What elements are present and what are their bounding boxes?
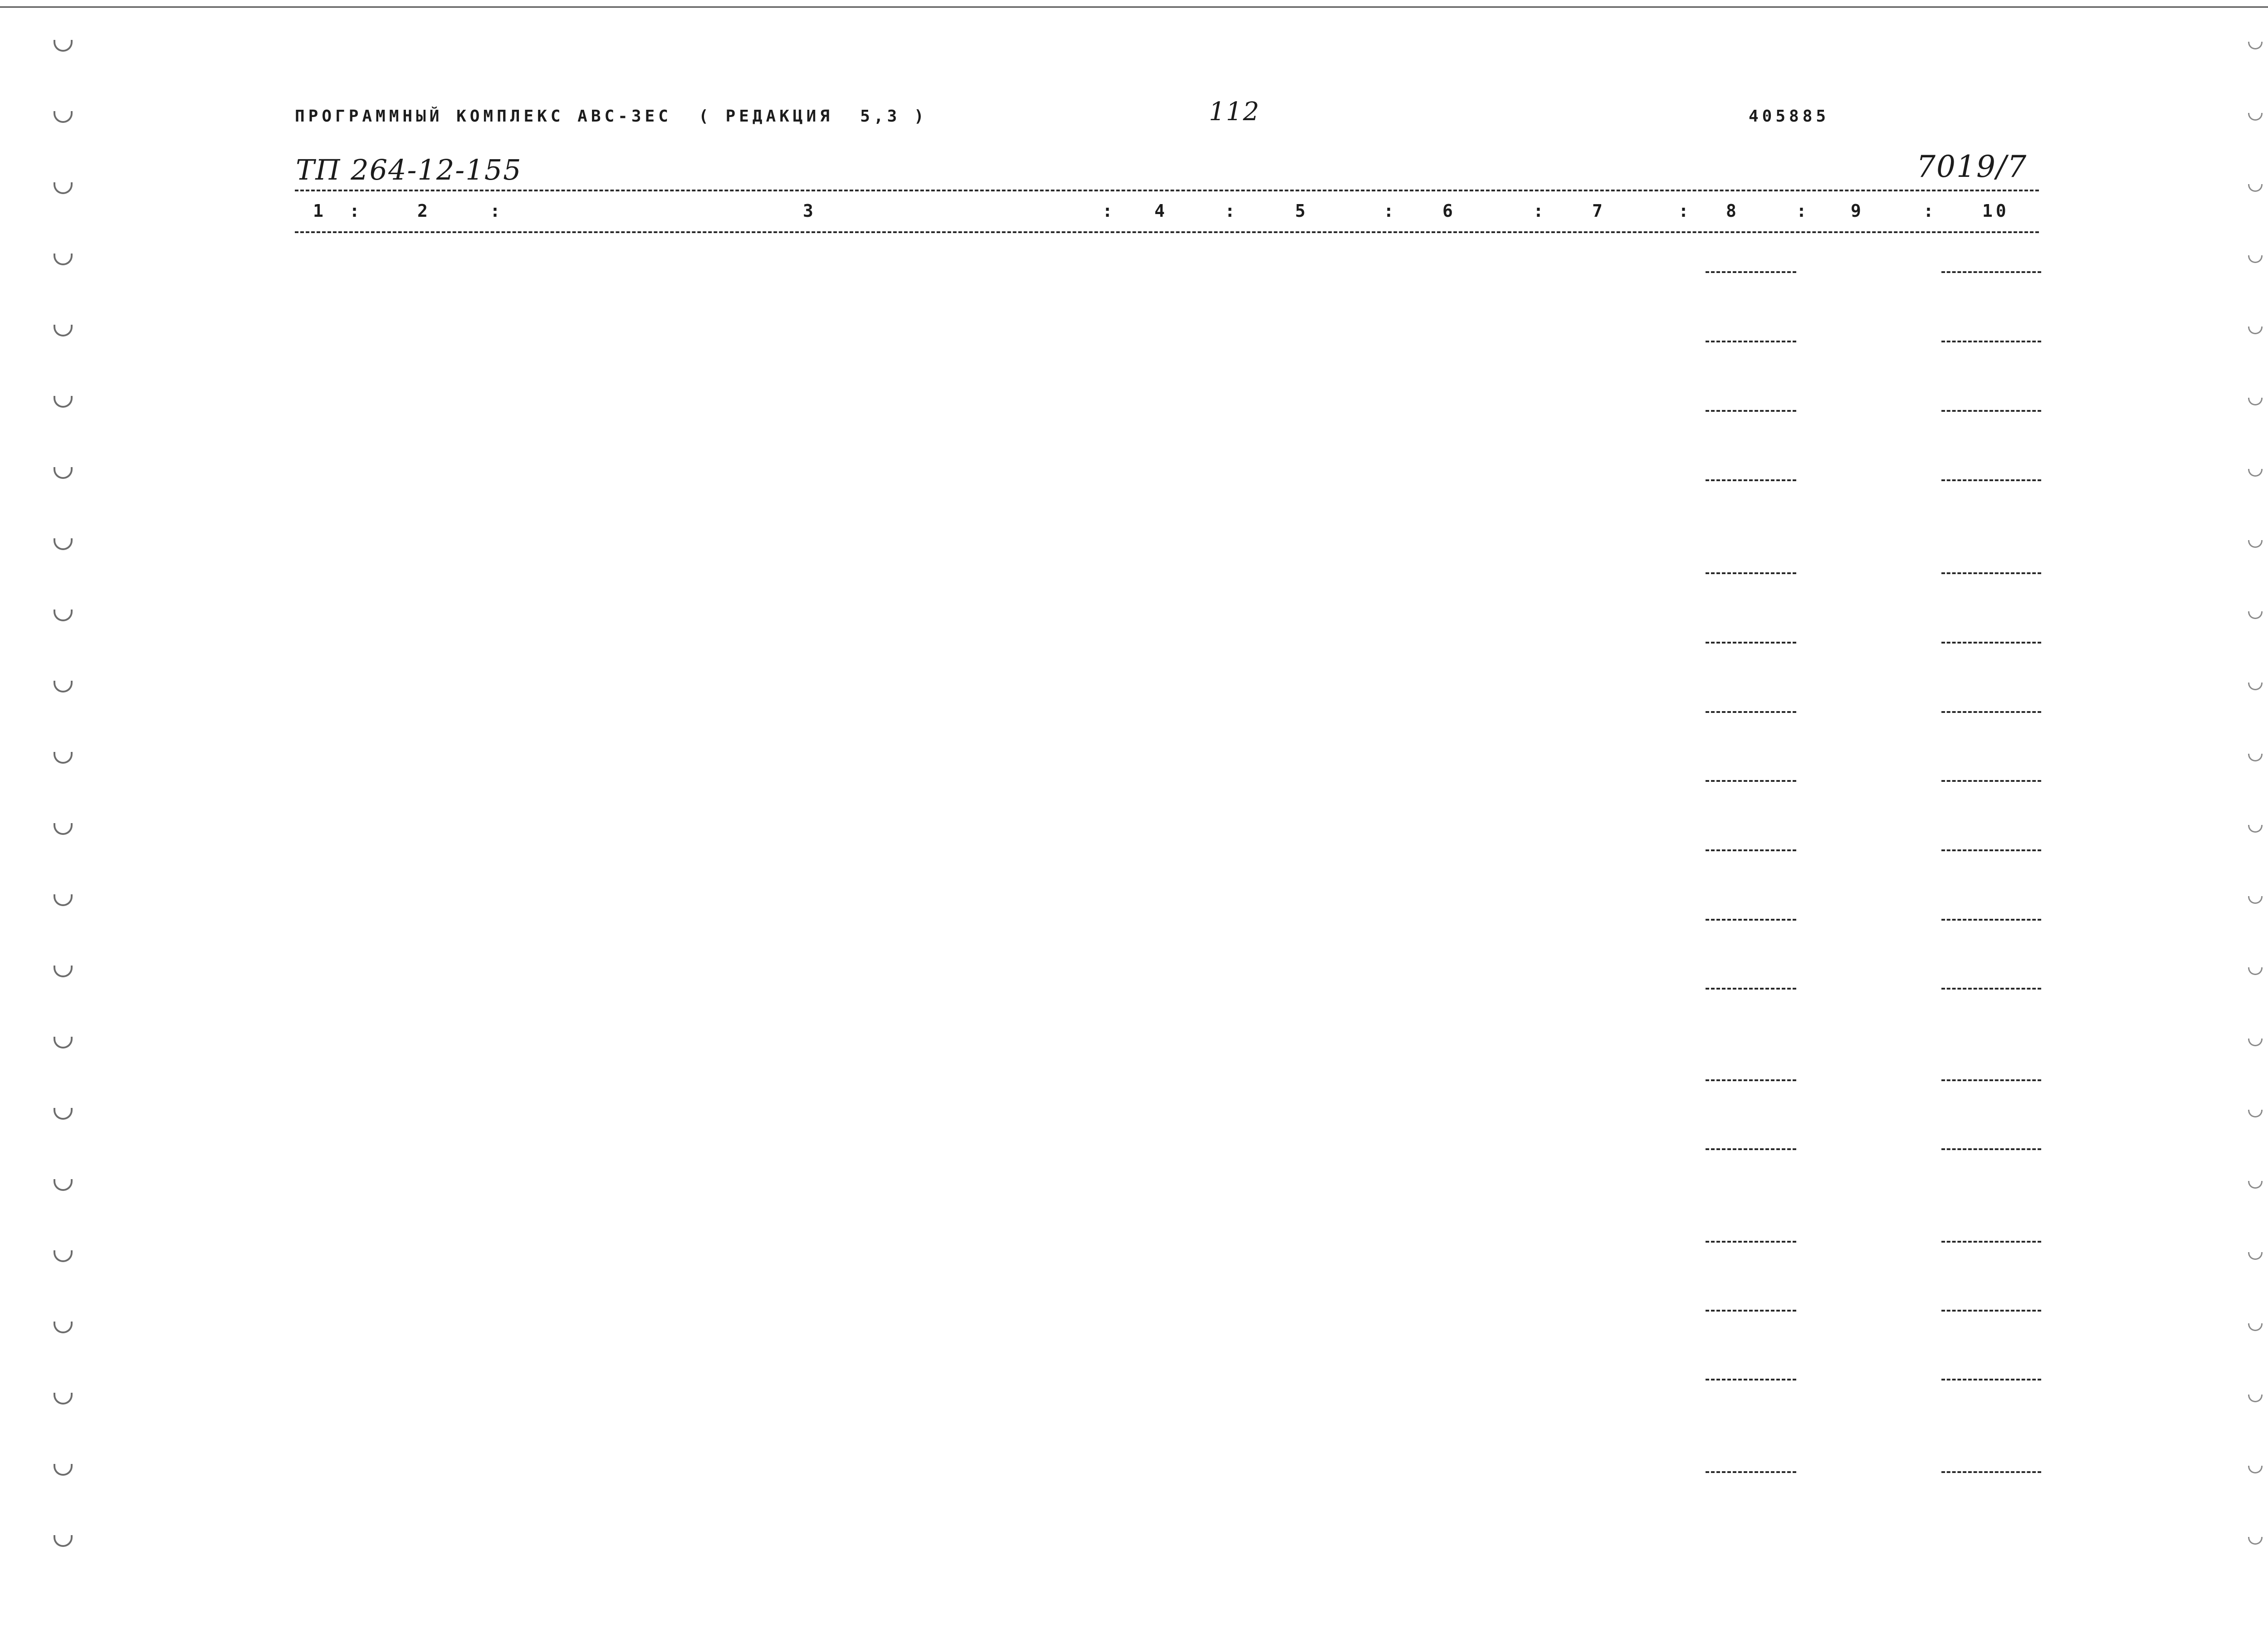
column-separator: : bbox=[1383, 201, 1397, 221]
column-separator: : bbox=[1923, 201, 1937, 221]
feed-hole bbox=[54, 1037, 73, 1049]
feed-hole bbox=[54, 40, 73, 52]
col8-subrule bbox=[1706, 1079, 1796, 1081]
feed-hole bbox=[2248, 540, 2263, 548]
col8-subrule bbox=[1706, 711, 1796, 713]
col8-subrule bbox=[1706, 849, 1796, 851]
column-header-5: 5 bbox=[1295, 201, 1309, 221]
col10-subrule bbox=[1941, 711, 2041, 713]
col8-subrule bbox=[1706, 1148, 1796, 1150]
feed-hole bbox=[2248, 1537, 2263, 1545]
feed-hole bbox=[2248, 1110, 2263, 1117]
feed-hole bbox=[2248, 1323, 2263, 1331]
feed-hole bbox=[54, 396, 73, 408]
feed-hole bbox=[2248, 611, 2263, 619]
feed-hole bbox=[54, 1250, 73, 1262]
column-separator: : bbox=[1102, 201, 1116, 221]
feed-hole bbox=[54, 894, 73, 906]
feed-hole bbox=[2248, 1039, 2263, 1046]
col8-subrule bbox=[1706, 780, 1796, 782]
feed-hole bbox=[54, 966, 73, 977]
col8-subrule bbox=[1706, 642, 1796, 644]
column-separator: : bbox=[1796, 201, 1810, 221]
feed-hole bbox=[2248, 469, 2263, 477]
col10-subrule bbox=[1941, 919, 2041, 921]
col8-subrule bbox=[1706, 1310, 1796, 1312]
sheet-number: 7019/7 bbox=[1916, 149, 2028, 184]
feed-hole bbox=[2248, 255, 2263, 263]
column-separator: : bbox=[349, 201, 363, 221]
column-header-7: 7 bbox=[1592, 201, 1606, 221]
left-tractor-holes bbox=[50, 0, 77, 1634]
feed-hole bbox=[2248, 1395, 2263, 1402]
feed-hole bbox=[54, 182, 73, 194]
column-header-1: 1 bbox=[313, 201, 327, 221]
feed-hole bbox=[2248, 754, 2263, 761]
paper-top-edge bbox=[0, 0, 2268, 8]
feed-hole bbox=[54, 538, 73, 550]
feed-hole bbox=[54, 610, 73, 621]
feed-hole bbox=[54, 1322, 73, 1333]
column-header-3: 3 bbox=[803, 201, 816, 221]
column-separator: : bbox=[1225, 201, 1238, 221]
col8-subrule bbox=[1706, 410, 1796, 412]
feed-hole bbox=[2248, 113, 2263, 121]
header-rule-top bbox=[295, 190, 2039, 191]
col10-subrule bbox=[1941, 849, 2041, 851]
column-separator: : bbox=[490, 201, 503, 221]
col10-subrule bbox=[1941, 1471, 2041, 1473]
feed-hole bbox=[2248, 1466, 2263, 1473]
column-header-8: 8 bbox=[1726, 201, 1740, 221]
document-code: 405885 bbox=[1749, 107, 1830, 126]
feed-hole bbox=[54, 254, 73, 265]
col10-subrule bbox=[1941, 780, 2041, 782]
feed-hole bbox=[54, 681, 73, 693]
column-header-2: 2 bbox=[417, 201, 431, 221]
feed-hole bbox=[2248, 327, 2263, 334]
col10-subrule bbox=[1941, 271, 2041, 273]
col10-subrule bbox=[1941, 479, 2041, 481]
col10-subrule bbox=[1941, 642, 2041, 644]
project-number: ТП 264-12-155 bbox=[296, 153, 522, 186]
feed-hole bbox=[2248, 42, 2263, 49]
feed-hole bbox=[54, 111, 73, 123]
col8-subrule bbox=[1706, 1471, 1796, 1473]
feed-hole bbox=[54, 1464, 73, 1476]
col10-subrule bbox=[1941, 572, 2041, 574]
col10-subrule bbox=[1941, 1241, 2041, 1243]
column-separator: : bbox=[1678, 201, 1692, 221]
col8-subrule bbox=[1706, 341, 1796, 342]
col8-subrule bbox=[1706, 572, 1796, 574]
feed-hole bbox=[2248, 1181, 2263, 1189]
feed-hole bbox=[2248, 398, 2263, 405]
col8-subrule bbox=[1706, 1379, 1796, 1380]
col8-subrule bbox=[1706, 988, 1796, 990]
column-separator: : bbox=[1533, 201, 1547, 221]
right-tractor-holes bbox=[2245, 0, 2268, 1634]
feed-hole bbox=[54, 752, 73, 764]
column-header-4: 4 bbox=[1154, 201, 1168, 221]
column-header-9: 9 bbox=[1851, 201, 1864, 221]
col10-subrule bbox=[1941, 1379, 2041, 1380]
feed-hole bbox=[54, 467, 73, 479]
column-header-10: 10 bbox=[1982, 201, 2009, 221]
feed-hole bbox=[54, 1108, 73, 1120]
feed-hole bbox=[2248, 184, 2263, 192]
col10-subrule bbox=[1941, 1079, 2041, 1081]
col10-subrule bbox=[1941, 410, 2041, 412]
header-rule-bottom bbox=[295, 231, 2039, 233]
feed-hole bbox=[54, 1393, 73, 1405]
feed-hole bbox=[2248, 683, 2263, 690]
feed-hole bbox=[2248, 896, 2263, 904]
col10-subrule bbox=[1941, 1148, 2041, 1150]
col8-subrule bbox=[1706, 479, 1796, 481]
feed-hole bbox=[54, 325, 73, 337]
column-header-6: 6 bbox=[1442, 201, 1456, 221]
col10-subrule bbox=[1941, 988, 2041, 990]
feed-hole bbox=[2248, 967, 2263, 975]
feed-hole bbox=[54, 823, 73, 835]
col8-subrule bbox=[1706, 919, 1796, 921]
feed-hole bbox=[2248, 825, 2263, 833]
col8-subrule bbox=[1706, 271, 1796, 273]
program-title: ПРОГРАММНЫЙ КОМПЛЕКС АВС-3ЕС ( РЕДАКЦИЯ 5,3 ) bbox=[295, 107, 928, 126]
feed-hole bbox=[54, 1535, 73, 1547]
feed-hole bbox=[54, 1179, 73, 1191]
col10-subrule bbox=[1941, 1310, 2041, 1312]
page-number: 112 bbox=[1209, 97, 1260, 127]
feed-hole bbox=[2248, 1252, 2263, 1260]
col10-subrule bbox=[1941, 341, 2041, 342]
col8-subrule bbox=[1706, 1241, 1796, 1243]
